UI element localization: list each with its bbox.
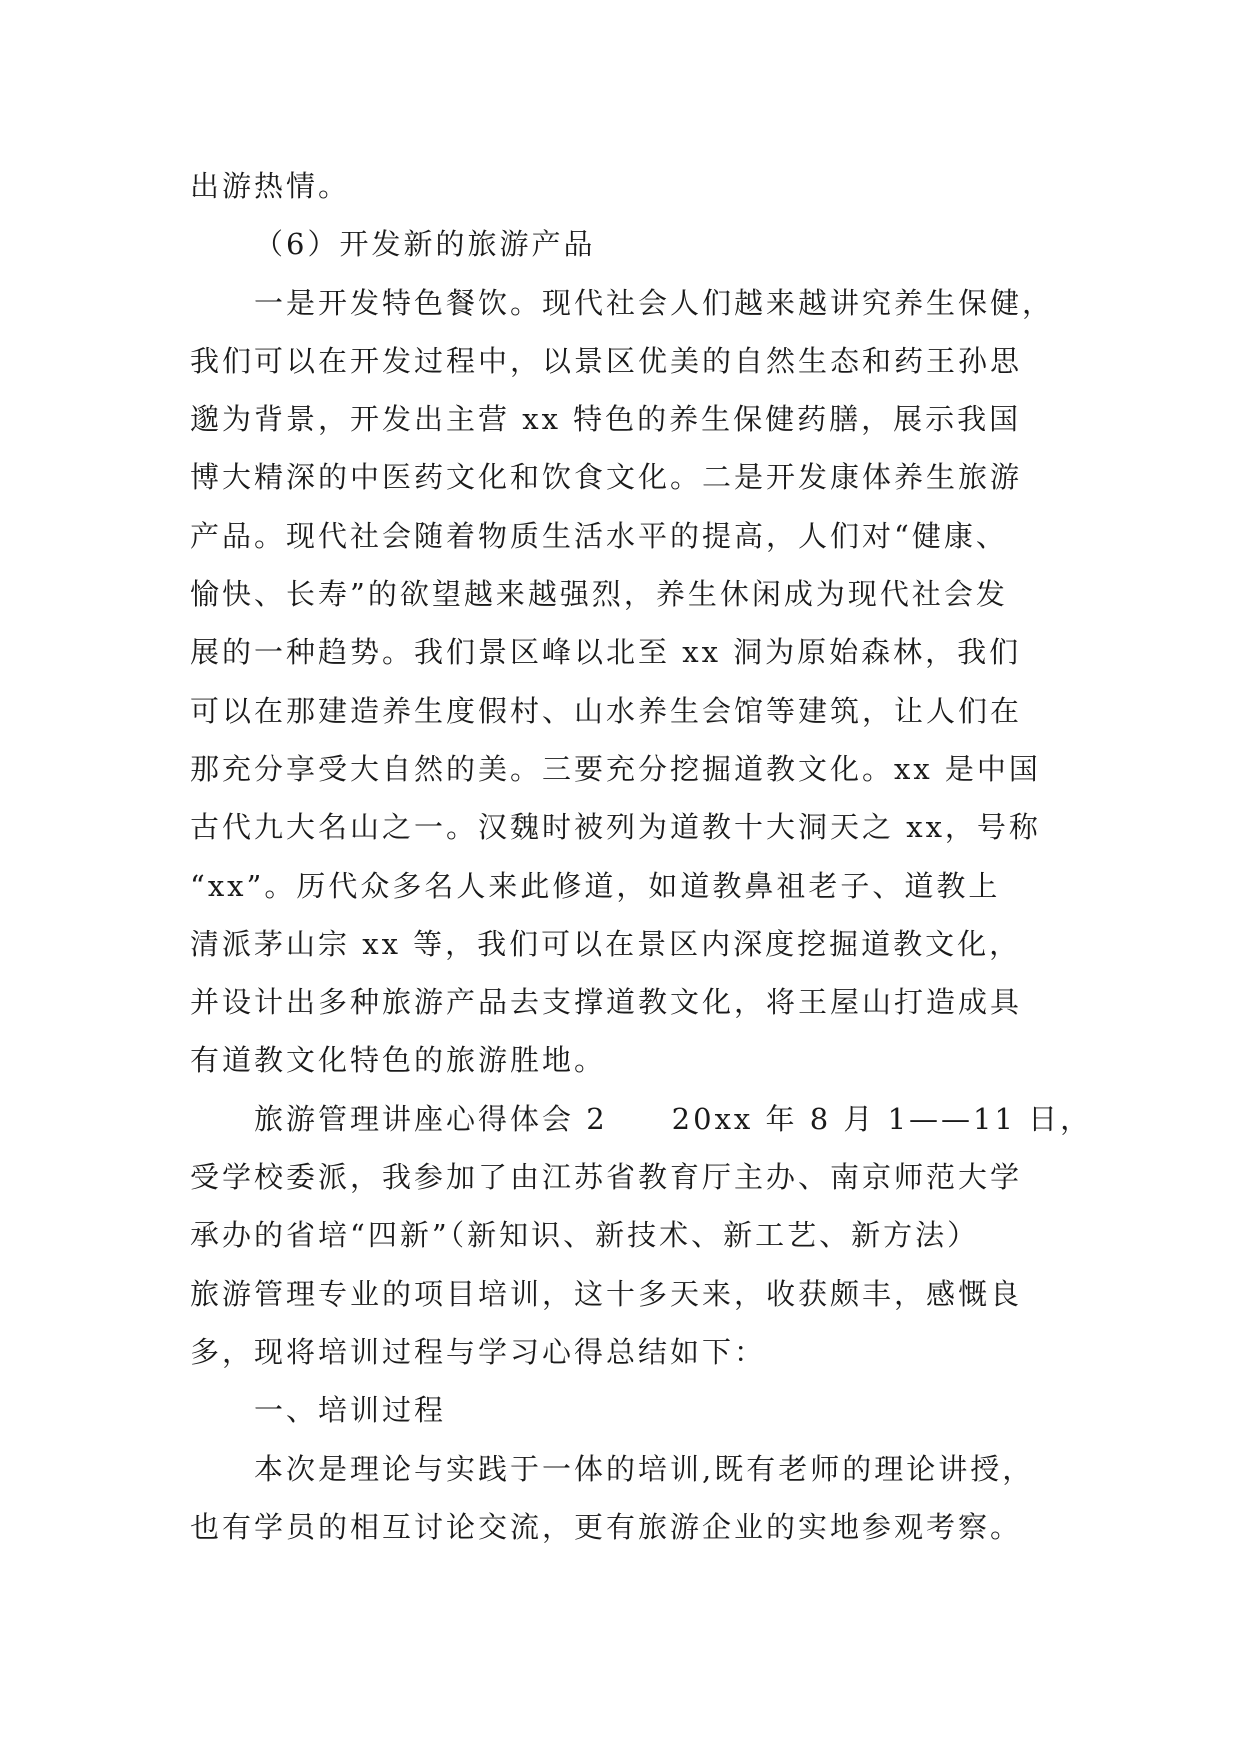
- text-line: 邈为背景，开发出主营 xx 特色的养生保健药膳，展示我国: [190, 402, 1022, 437]
- text-line: 那充分享受大自然的美。三要充分挖掘道教文化。xx 是中国: [190, 751, 1041, 786]
- text-line: 愉快、长寿”的欲望越来越强烈，养生休闲成为现代社会发: [190, 577, 1008, 612]
- text-line: 一、培训过程: [254, 1393, 447, 1428]
- text-line: 古代九大名山之一。汉魏时被列为道教十大洞天之 xx，号称: [190, 810, 1041, 845]
- text-line: 产品。现代社会随着物质生活水平的提高，人们对“健康、: [190, 518, 1008, 553]
- text-line: 受学校委派，我参加了由江苏省教育厅主办、南京师范大学: [190, 1160, 1023, 1195]
- text-line: 出游热情。: [190, 169, 351, 203]
- text-line: 并设计出多种旅游产品去支撑道教文化，将王屋山打造成具: [190, 985, 1023, 1020]
- text-line: 旅游管理讲座心得体会 2 20xx 年 8 月 1——11 日，: [254, 1101, 1093, 1136]
- text-line: 可以在那建造养生度假村、山水养生会馆等建筑，让人们在: [190, 693, 1023, 728]
- text-line: 旅游管理专业的项目培训，这十多天来，收获颇丰，感慨良: [190, 1276, 1023, 1311]
- text-line: 我们可以在开发过程中，以景区优美的自然生态和药王孙思: [190, 343, 1023, 378]
- body-text: [190, 157, 1093, 1556]
- text-line: 多，现将培训过程与学习心得总结如下：: [190, 1334, 767, 1369]
- text-line: 一是开发特色餐饮。现代社会人们越来越讲究养生保健，: [254, 285, 1055, 320]
- text-line: 有道教文化特色的旅游胜地。: [190, 1043, 607, 1078]
- text-line: “xx”。历代众多名人来此修道，如道教鼻祖老子、道教上: [190, 868, 1001, 903]
- text-line: 本次是理论与实践于一体的培训,既有老师的理论讲授，: [254, 1451, 1035, 1486]
- text-line: 展的一种趋势。我们景区峰以北至 xx 洞为原始森林，我们: [190, 635, 1022, 670]
- text-line: 也有学员的相互讨论交流，更有旅游企业的实地参观考察。: [190, 1509, 1023, 1544]
- text-line: 清派茅山宗 xx 等，我们可以在景区内深度挖掘道教文化，: [190, 926, 1022, 961]
- text-line: （6）开发新的旅游产品: [254, 227, 596, 262]
- text-line: 承办的省培“四新”（新知识、新技术、新工艺、新方法）: [190, 1218, 980, 1253]
- text-line: 博大精深的中医药文化和饮食文化。二是开发康体养生旅游: [190, 460, 1023, 495]
